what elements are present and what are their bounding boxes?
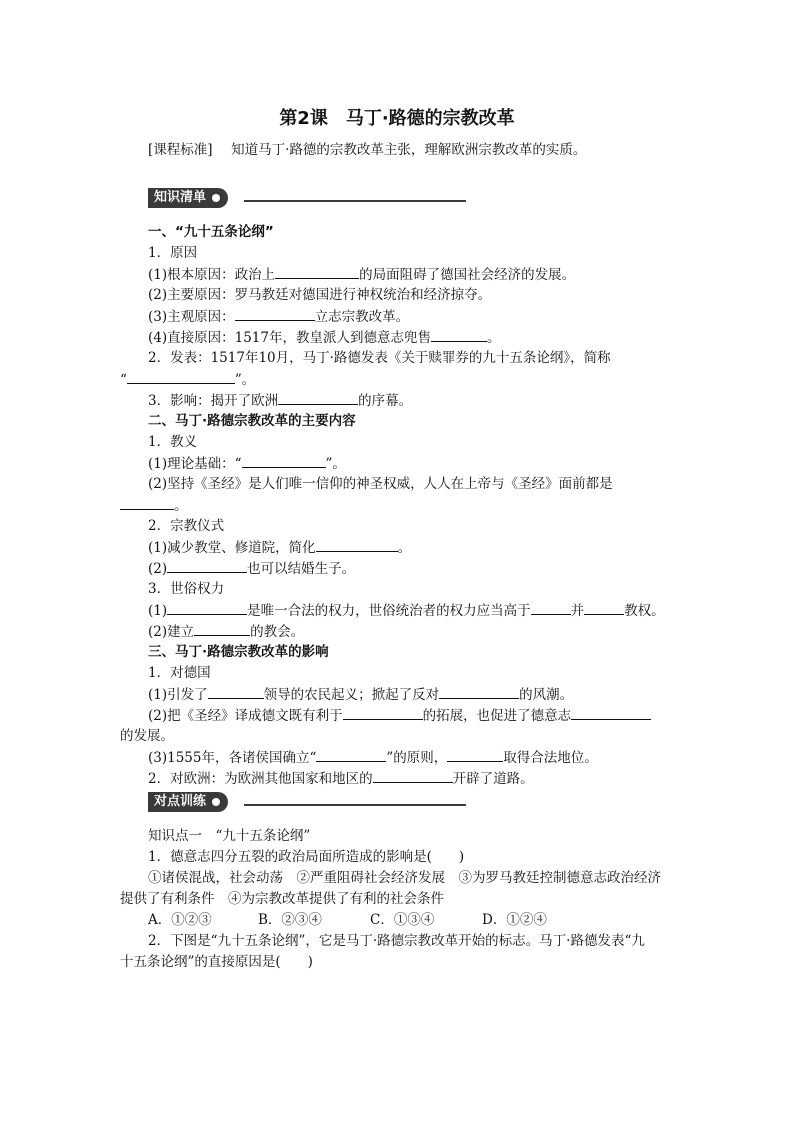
blank-line (275, 264, 359, 279)
blank-line (316, 747, 386, 762)
divider (244, 200, 466, 202)
option-b[interactable]: B．②③④ (258, 912, 322, 928)
banner-tag: 知识清单 (148, 188, 228, 208)
blank-line (278, 390, 358, 405)
question-1-statements: 提供了有利条件 ④为宗教改革提供了有利的社会条件 (120, 891, 444, 907)
section-heading: 三、马丁·路德宗教改革的影响 (148, 644, 329, 660)
text-line: (3)主观原因： 立志宗教改革。 (148, 306, 409, 327)
standard-label: [课程标准] (148, 142, 213, 158)
text-line: 的发展。 (120, 728, 174, 744)
text-line: (1) 是唯一合法的权力，世俗统治者的权力应当高于 并 教权。 (148, 600, 665, 621)
blank-line (242, 453, 326, 468)
blank-line (373, 768, 453, 783)
blank-line (208, 684, 264, 699)
text-line: (1)引发了 领导的农民起义；掀起了反对 的风潮。 (148, 684, 573, 705)
section-heading: 二、马丁·路德宗教改革的主要内容 (148, 413, 356, 429)
blank-line (120, 495, 174, 510)
blank-line (431, 327, 487, 342)
subheading: 1．教义 (148, 434, 198, 450)
dot-icon (212, 798, 220, 806)
question-1-options (148, 910, 547, 930)
text-line: (4)直接原因：1517年，教皇派人到德意志兜售 。 (148, 327, 500, 348)
subheading: 1．对德国 (148, 665, 211, 681)
section-heading: 一、“九十五条论纲” (148, 224, 274, 240)
text-line: (1)理论基础：“ ”。 (148, 453, 346, 474)
text-line: 。 (120, 495, 188, 516)
divider (244, 804, 466, 806)
question-2: 十五条论纲”的直接原因是( ) (120, 954, 313, 970)
dot-icon (212, 194, 220, 202)
blank-line (194, 621, 250, 636)
blank-line (531, 600, 571, 615)
blank-line (571, 705, 651, 720)
banner-tag: 对点训练 (148, 792, 228, 812)
standard-text: 知道马丁·路德的宗教改革主张，理解欧洲宗教改革的实质。 (231, 142, 587, 158)
blank-line (343, 705, 423, 720)
text-line: 2．对欧洲：为欧洲其他国家和地区的 开辟了道路。 (148, 768, 534, 789)
question-1-statements: ①诸侯混战，社会动荡 ②严重阻碍社会经济发展 ③为罗马教廷控制德意志政治经济 (148, 870, 661, 886)
blank-line (447, 747, 503, 762)
blank-line (167, 558, 247, 573)
question-1: 1．德意志四分五裂的政治局面所造成的影响是( ) (148, 849, 465, 865)
text-line: (3)1555年，各诸侯国确立“ ”的原则， 取得合法地位。 (148, 747, 598, 768)
text-line: (1)减少教堂、修道院，简化 。 (148, 537, 411, 558)
blank-line (439, 684, 519, 699)
curriculum-standard (148, 140, 586, 160)
blank-line (167, 600, 247, 615)
blank-line (127, 369, 235, 384)
option-c[interactable]: C．①③④ (370, 912, 435, 928)
blank-line (235, 306, 315, 321)
option-a[interactable]: A．①②③ (148, 912, 212, 928)
text-line: (1)根本原因：政治上 的局面阻碍了德国社会经济的发展。 (148, 264, 575, 285)
blank-line (316, 537, 398, 552)
text-line: 3．影响：揭开了欧洲 的序幕。 (148, 390, 412, 411)
text-line: (2) 也可以结婚生子。 (148, 558, 355, 579)
blank-line (584, 600, 624, 615)
text-line: “ ”。 (120, 369, 255, 390)
subheading: 2．宗教仪式 (148, 518, 225, 534)
text-line: (2)把《圣经》译成德文既有利于 的拓展，也促进了德意志 (148, 705, 651, 726)
page-title: 第2课 马丁·路德的宗教改革 (279, 108, 515, 129)
text-line: (2)主要原因：罗马教廷对德国进行神权统治和经济掠夺。 (148, 287, 492, 303)
subheading: 1．原因 (148, 245, 198, 261)
knowledge-point-heading: 知识点一 “九十五条论纲” (148, 828, 311, 844)
option-d[interactable]: D．①②④ (482, 912, 547, 928)
text-line: 2．发表：1517年10月，马丁·路德发表《关于赎罪券的九十五条论纲》，简称 (148, 350, 611, 366)
subheading: 3．世俗权力 (148, 581, 225, 597)
text-line: (2)建立 的教会。 (148, 621, 304, 642)
question-2: 2．下图是“九十五条论纲”，它是马丁·路德宗教改革开始的标志。马丁·路德发表“九 (148, 933, 645, 949)
text-line: (2)坚持《圣经》是人们唯一信仰的神圣权威，人人在上帝与《圣经》面前都是 (148, 476, 613, 492)
